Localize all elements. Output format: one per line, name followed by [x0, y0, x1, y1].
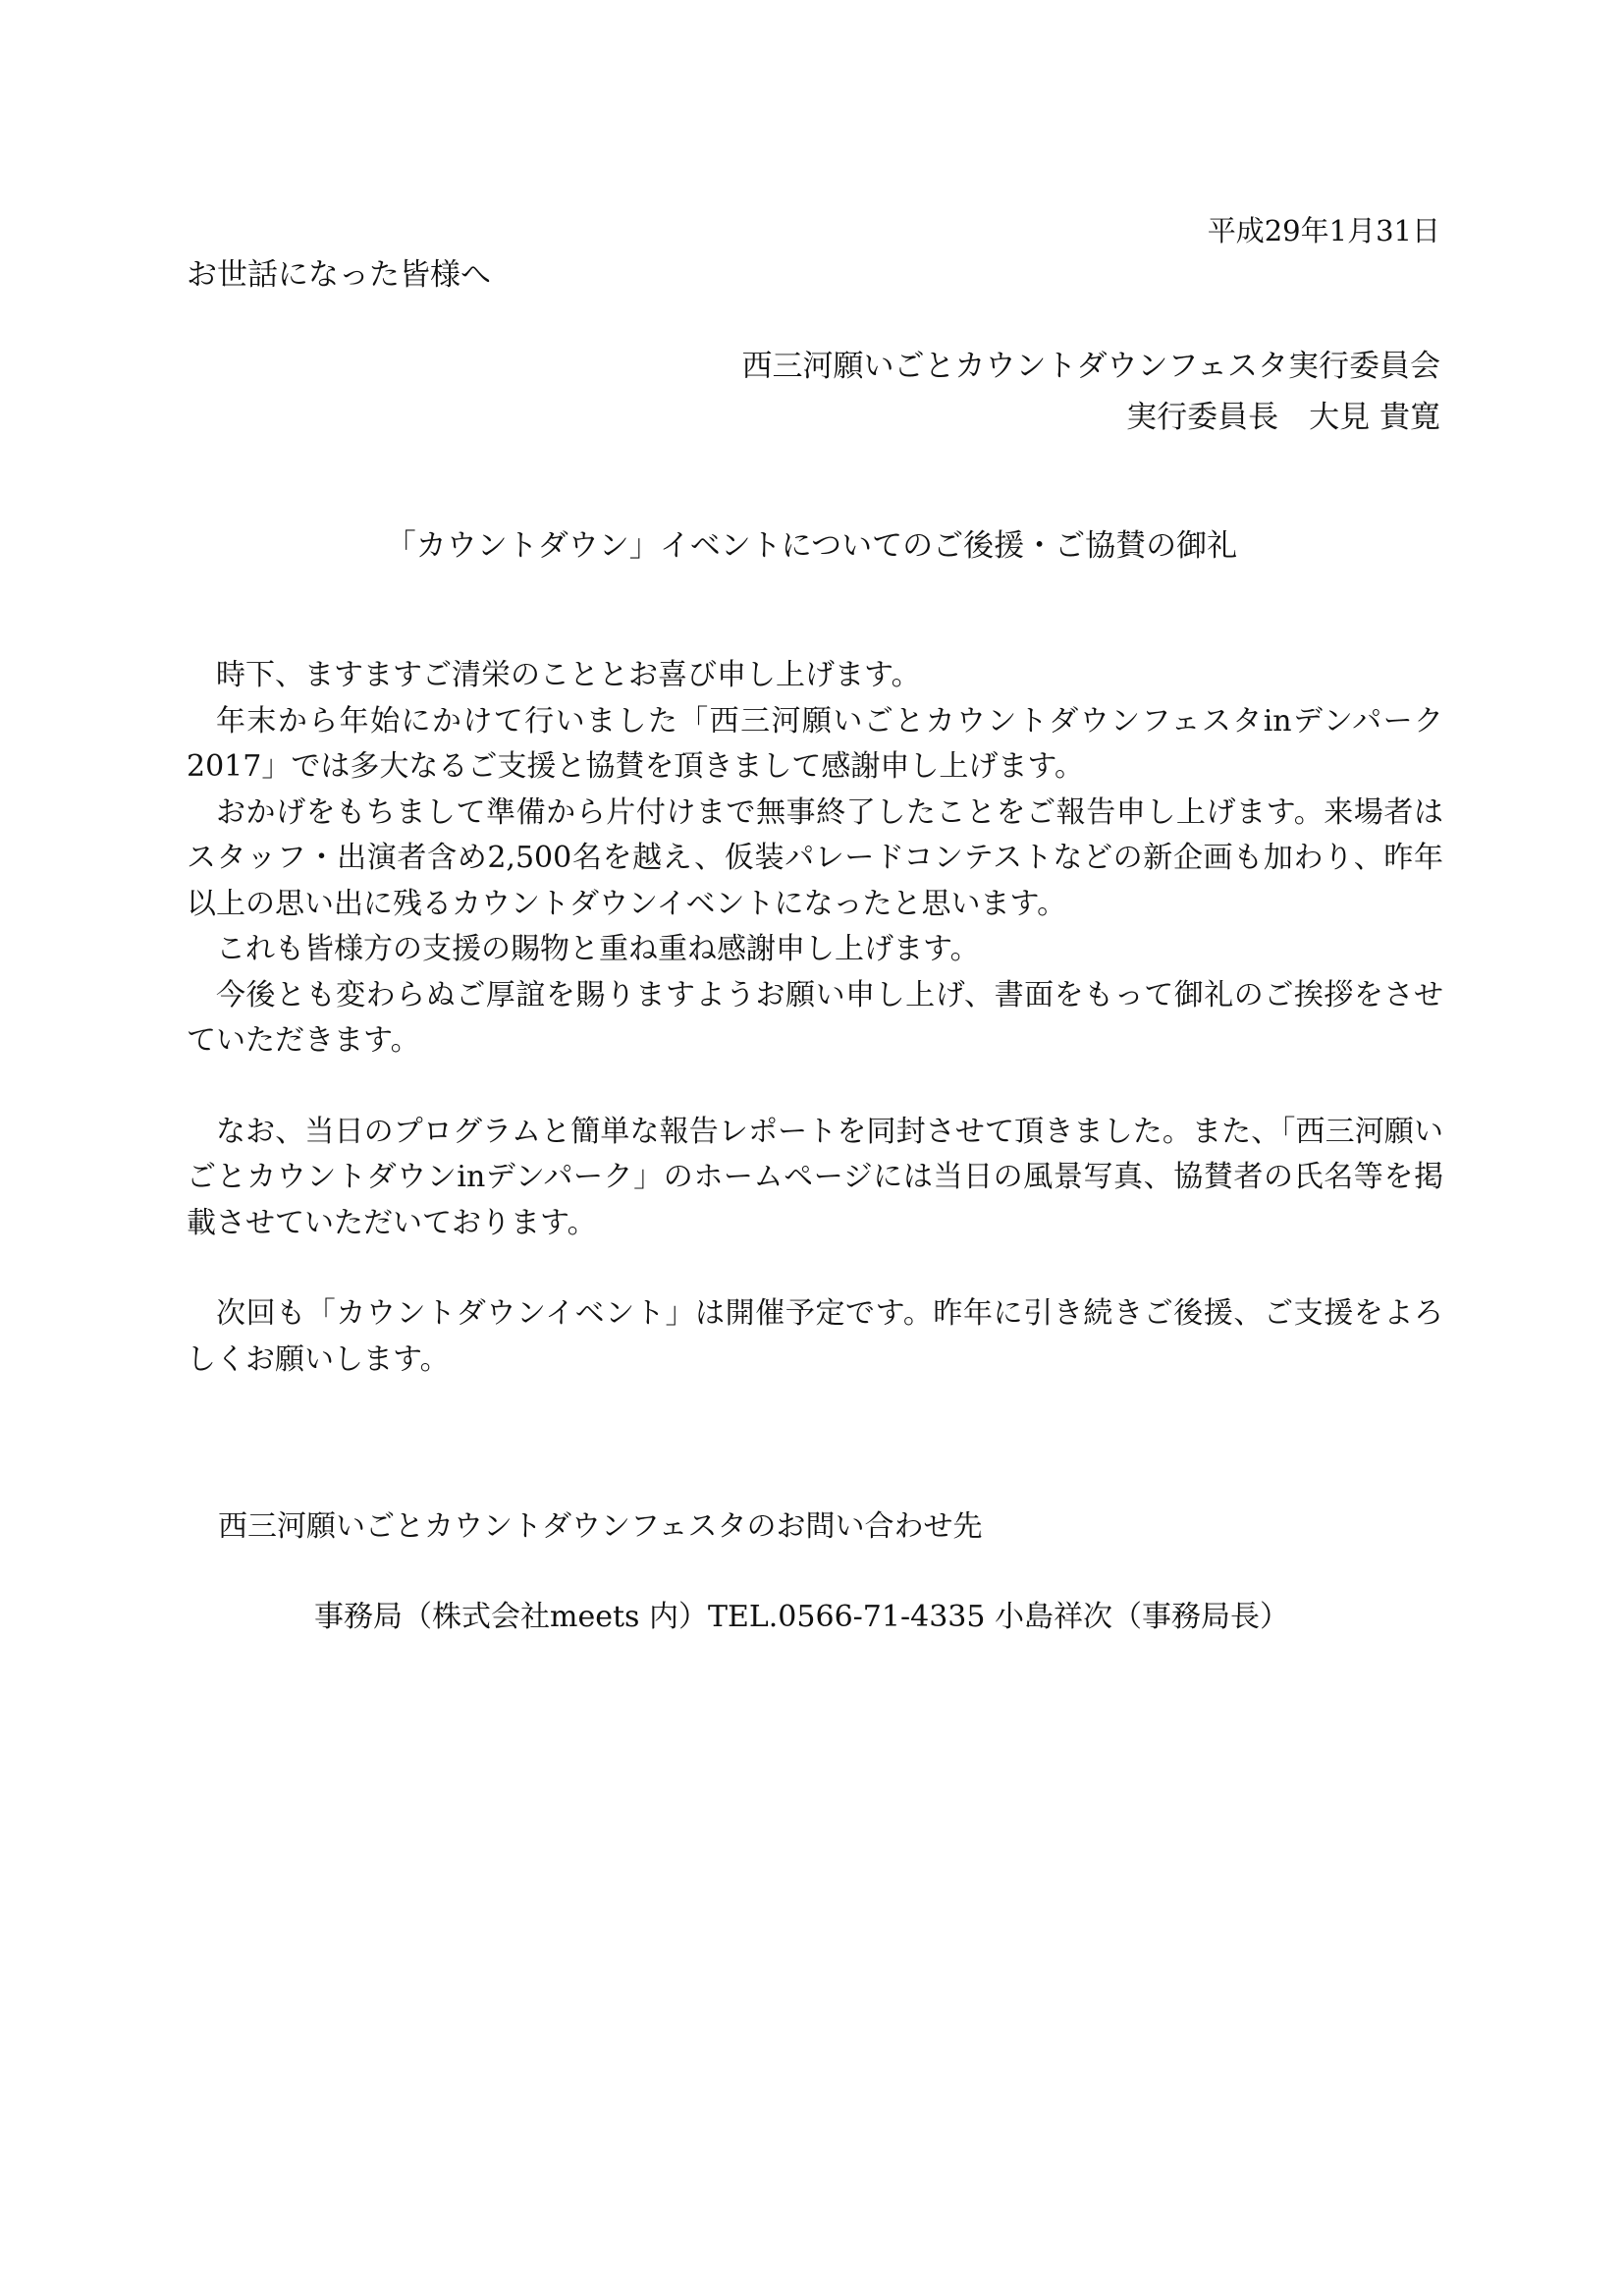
- contact-detail: 事務局（株式会社meets 内）TEL.0566-71-4335 小島祥次（事務局長）: [314, 1600, 1289, 1634]
- sender-organization: 西三河願いごとカウントダウンフェスタ実行委員会: [741, 349, 1440, 384]
- paragraph-spacer: [187, 1065, 1443, 1110]
- body-paragraph: 今後とも変わらぬご厚誼を賜りますようお願い申し上げ、書面をもって御礼のご挨拶をさせていただきます。: [187, 977, 1443, 1058]
- letter-body: [187, 653, 1443, 1383]
- body-paragraph: 年末から年始にかけて行いました「西三河願いごとカウントダウンフェスタinデンパーク2017」では多大なるご支援と協賛を頂きまして感謝申し上げます。: [187, 703, 1443, 784]
- body-paragraph: 次回も「カウントダウンイベント」は開催予定です。昨年に引き続きご後援、ご支援をよろしくお願いします。: [187, 1296, 1443, 1377]
- contact-heading: 西三河願いごとカウントダウンフェスタのお問い合わせ先: [218, 1509, 983, 1544]
- paragraph-spacer: [187, 1246, 1443, 1291]
- recipient-salutation: お世話になった皆様へ: [187, 257, 491, 293]
- body-paragraph: 時下、ますますご清栄のこととお喜び申し上げます。: [216, 658, 921, 692]
- body-paragraph: おかげをもちまして準備から片付けまで無事終了したことをご報告申し上げます。来場者はスタッフ・出演者含め2,500名を越え、仮装パレードコンテストなどの新企画も加わり、昨年以上の思い出に残るカウントダウンイベントになったと思います。: [187, 794, 1443, 921]
- sender-name: 実行委員長 大見 貴寛: [1126, 400, 1440, 435]
- sender-block: [742, 341, 1440, 443]
- body-paragraph: なお、当日のプログラムと簡単な報告レポートを同封させて頂きました。また、「西三河願いごとカウントダウンinデンパーク」のホームページには当日の風景写真、協賛者の氏名等を掲載させていただいております。: [187, 1114, 1443, 1240]
- body-paragraph: これも皆様方の支援の賜物と重ね重ね感謝申し上げます。: [216, 932, 980, 966]
- letter-title: 「カウントダウン」イベントについてのご後援・ご協賛の御礼: [385, 528, 1238, 564]
- letter-date: 平成29年1月31日: [1207, 214, 1440, 247]
